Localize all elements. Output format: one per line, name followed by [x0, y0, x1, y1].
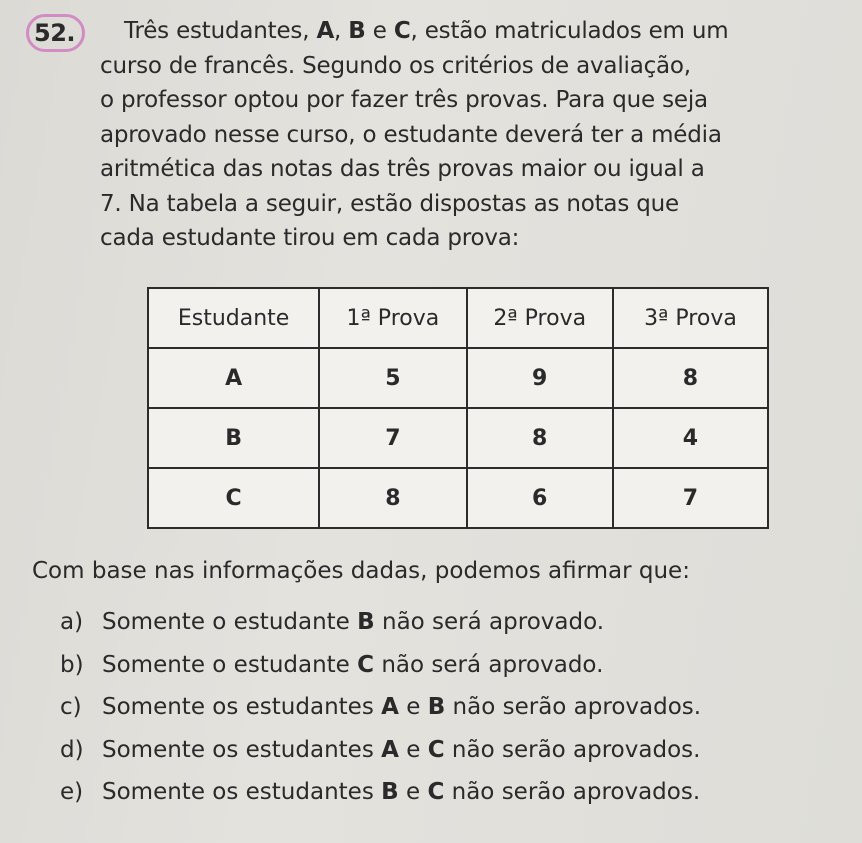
option-letter: a) — [60, 609, 84, 635]
grade-cell: 4 — [613, 408, 768, 468]
grade-cell: 5 — [319, 348, 466, 408]
table-header-row — [148, 288, 768, 348]
stem-line: cada estudante tirou em cada prova: — [100, 225, 520, 251]
grade-cell: 8 — [319, 468, 466, 528]
option-text: Somente o estudante C não será aprovado. — [102, 651, 604, 678]
stem-line: aprovado nesse curso, o estudante deverá ter a média — [100, 121, 722, 148]
question-number: 52. — [26, 14, 85, 52]
option-text: Somente os estudantes A e C não serão aprovados. — [102, 736, 701, 763]
answer-option-b[interactable] — [60, 644, 701, 687]
option-text: Somente os estudantes B e C não serão aprovados. — [102, 779, 701, 805]
option-letter: e) — [60, 779, 84, 805]
column-header-test-1: 1ª Prova — [319, 288, 466, 348]
grade-cell: 7 — [613, 468, 768, 528]
stem-line: curso de francês. Segundo os critérios de avaliação, — [100, 52, 691, 79]
question-prompt: Com base nas informações dadas, podemos afirmar que: — [32, 558, 690, 584]
answer-option-e[interactable] — [60, 771, 701, 814]
option-letter: b) — [60, 651, 84, 678]
option-text: Somente o estudante B não será aprovado. — [102, 609, 605, 635]
table-row — [148, 468, 768, 528]
grade-cell: 9 — [467, 348, 613, 408]
answer-option-c[interactable] — [60, 686, 701, 729]
column-header-student: Estudante — [148, 288, 319, 348]
answer-option-d[interactable] — [60, 729, 701, 772]
table-row — [148, 408, 768, 468]
column-header-test-2: 2ª Prova — [467, 288, 613, 348]
answer-option-a[interactable] — [60, 601, 701, 644]
option-text: Somente os estudantes A e B não serão aprovados. — [102, 694, 702, 720]
student-name: C — [148, 468, 319, 528]
option-letter: d) — [60, 736, 84, 763]
grade-cell: 8 — [467, 408, 613, 468]
student-name: A — [148, 348, 319, 408]
grade-cell: 8 — [613, 348, 768, 408]
answer-options — [60, 601, 701, 814]
column-header-test-3: 3ª Prova — [613, 288, 768, 348]
grades-table — [147, 287, 769, 529]
stem-line: o professor optou por fazer três provas. Para que seja — [100, 87, 708, 113]
option-letter: c) — [60, 694, 82, 720]
grade-cell: 6 — [467, 468, 613, 528]
stem-line: aritmética das notas das três provas maior ou igual a — [100, 156, 705, 182]
grade-cell: 7 — [319, 408, 466, 468]
table-row — [148, 348, 768, 408]
stem-line: Três estudantes, A, B e C, estão matriculados em um — [124, 18, 729, 44]
stem-line: 7. Na tabela a seguir, estão dispostas as notas que — [100, 190, 679, 217]
student-name: B — [148, 408, 319, 468]
question-stem — [100, 14, 820, 256]
